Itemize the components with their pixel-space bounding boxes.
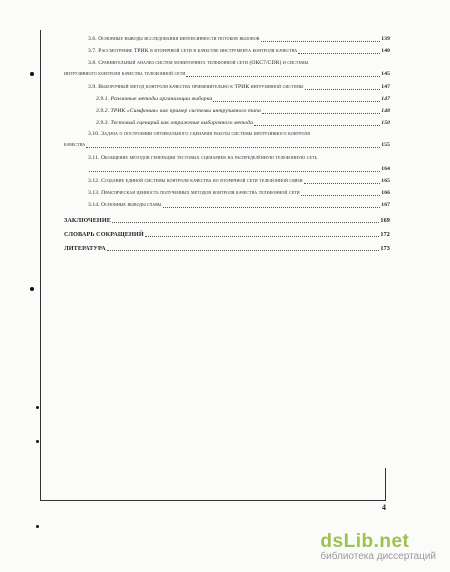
toc-entry[interactable] bbox=[88, 166, 390, 173]
toc-entry-page: 164 bbox=[381, 166, 390, 172]
toc-entry-literature[interactable] bbox=[64, 245, 390, 252]
scan-dot bbox=[30, 72, 34, 76]
page-number: 4 bbox=[382, 503, 386, 512]
toc-entry-title: 3.12. Создание единой системы контроля качества во вторичной сети телефонной связи bbox=[88, 178, 303, 184]
toc-entry-title-cont: интрузивного контроля качества телефонной сети bbox=[64, 71, 186, 77]
toc-entry-page: 147 bbox=[381, 84, 390, 90]
toc-entry-page: 145 bbox=[381, 71, 390, 77]
scan-dot bbox=[30, 287, 34, 291]
toc-entry-title: 3.10. Задача о построении оптимального сценария работы системы интрузивного контроля bbox=[88, 131, 311, 137]
toc-entry-page: 139 bbox=[381, 36, 390, 42]
toc-entry[interactable] bbox=[96, 108, 390, 115]
leader-dots bbox=[145, 235, 380, 237]
toc-entry-page: 140 bbox=[381, 48, 390, 54]
toc-entry[interactable] bbox=[96, 96, 390, 103]
toc-entry-title: 3.7. Рассмотрение ТРИК в вторичной сети в качестве инструмента контроля качества bbox=[88, 48, 298, 54]
toc-entry-line[interactable] bbox=[88, 60, 308, 67]
leader-dots bbox=[305, 88, 381, 90]
leader-dots bbox=[89, 170, 380, 172]
toc-entry[interactable] bbox=[88, 190, 390, 197]
toc-entry-title: 3.9.1. Различные методы организации выборки bbox=[96, 96, 213, 102]
scan-dot bbox=[36, 406, 39, 409]
toc-entry[interactable] bbox=[88, 202, 390, 209]
toc-entry-line[interactable] bbox=[88, 131, 310, 138]
toc-entry-title: 3.13. Практическая ценность полученных методов контроля качества телефонной сети bbox=[88, 190, 300, 196]
leader-dots bbox=[301, 194, 381, 196]
toc-entry[interactable] bbox=[88, 48, 390, 55]
toc-entry-title-cont: качества bbox=[64, 142, 86, 148]
toc-entry-page: 173 bbox=[380, 245, 390, 252]
leader-dots bbox=[186, 75, 380, 77]
frame-left-line bbox=[40, 30, 41, 500]
leader-dots bbox=[107, 249, 380, 251]
toc-entry[interactable] bbox=[88, 178, 390, 185]
toc-entry[interactable] bbox=[64, 71, 390, 78]
watermark-logo: dsLib.net bbox=[320, 531, 410, 552]
toc-entry-title: 3.11. Обобщение методов генерации тестовых сценариев на распределённую телефонную сеть bbox=[88, 155, 318, 161]
leader-dots bbox=[86, 146, 380, 148]
leader-dots bbox=[304, 182, 381, 184]
leader-dots bbox=[262, 112, 380, 114]
toc-entry-page: 147 bbox=[381, 96, 390, 102]
leader-dots bbox=[213, 100, 380, 102]
toc-entry-title: 3.8. Сравнительный анализ систем мониторинга телефонной сети (ОКС7/CDR) и системы bbox=[88, 60, 309, 66]
leader-dots bbox=[112, 221, 379, 223]
toc-entry-abbreviations[interactable] bbox=[64, 231, 390, 238]
toc-entry-page: 169 bbox=[380, 217, 390, 224]
toc-entry-page: 166 bbox=[381, 190, 390, 196]
leader-dots bbox=[298, 52, 380, 54]
toc-entry-conclusion[interactable] bbox=[64, 217, 390, 224]
toc-entry-title: 3.9. Выборочный метод контроля качества применительно к ТРИК интрузивной системы bbox=[88, 84, 304, 90]
watermark-subtitle: библиотека диссертаций bbox=[320, 551, 436, 562]
watermark bbox=[320, 531, 436, 562]
toc-entry-page: 155 bbox=[381, 142, 390, 148]
toc-entry-page: 150 bbox=[381, 120, 390, 126]
toc-entry-title: 3.9.2. ТРИК «Симфония» как пример системы интрузивного типа bbox=[96, 108, 261, 114]
toc-entry[interactable] bbox=[96, 120, 390, 127]
toc-entry-line[interactable] bbox=[88, 155, 317, 162]
toc-entry-title: СЛОВАРЬ СОКРАЩЕНИЙ bbox=[64, 231, 144, 238]
toc-entry-title: ЛИТЕРАТУРА bbox=[64, 245, 106, 252]
frame-right-line bbox=[385, 468, 386, 500]
toc-entry[interactable] bbox=[64, 142, 390, 149]
toc-entry-page: 148 bbox=[381, 108, 390, 114]
toc-entry-title: 3.9.3. Тестовый сценарий как отражение выборочного метода bbox=[96, 120, 253, 126]
leader-dots bbox=[261, 40, 381, 42]
toc-entry-title: ЗАКЛЮЧЕНИЕ bbox=[64, 217, 111, 224]
toc-entry[interactable] bbox=[88, 84, 390, 91]
leader-dots bbox=[163, 206, 381, 208]
frame-bottom-line bbox=[40, 500, 386, 501]
toc-entry[interactable] bbox=[88, 36, 390, 43]
toc-entry-title: 3.6. Основные выводы исследования интенсивности потоков вызовов bbox=[88, 36, 260, 42]
toc-entry-page: 165 bbox=[381, 178, 390, 184]
toc-entry-page: 172 bbox=[380, 231, 390, 238]
leader-dots bbox=[254, 124, 380, 126]
scan-dot bbox=[36, 525, 39, 528]
scan-dot bbox=[36, 440, 39, 443]
toc-entry-title: 3.14. Основные выводы главы bbox=[88, 202, 162, 208]
toc-entry-page: 167 bbox=[381, 202, 390, 208]
